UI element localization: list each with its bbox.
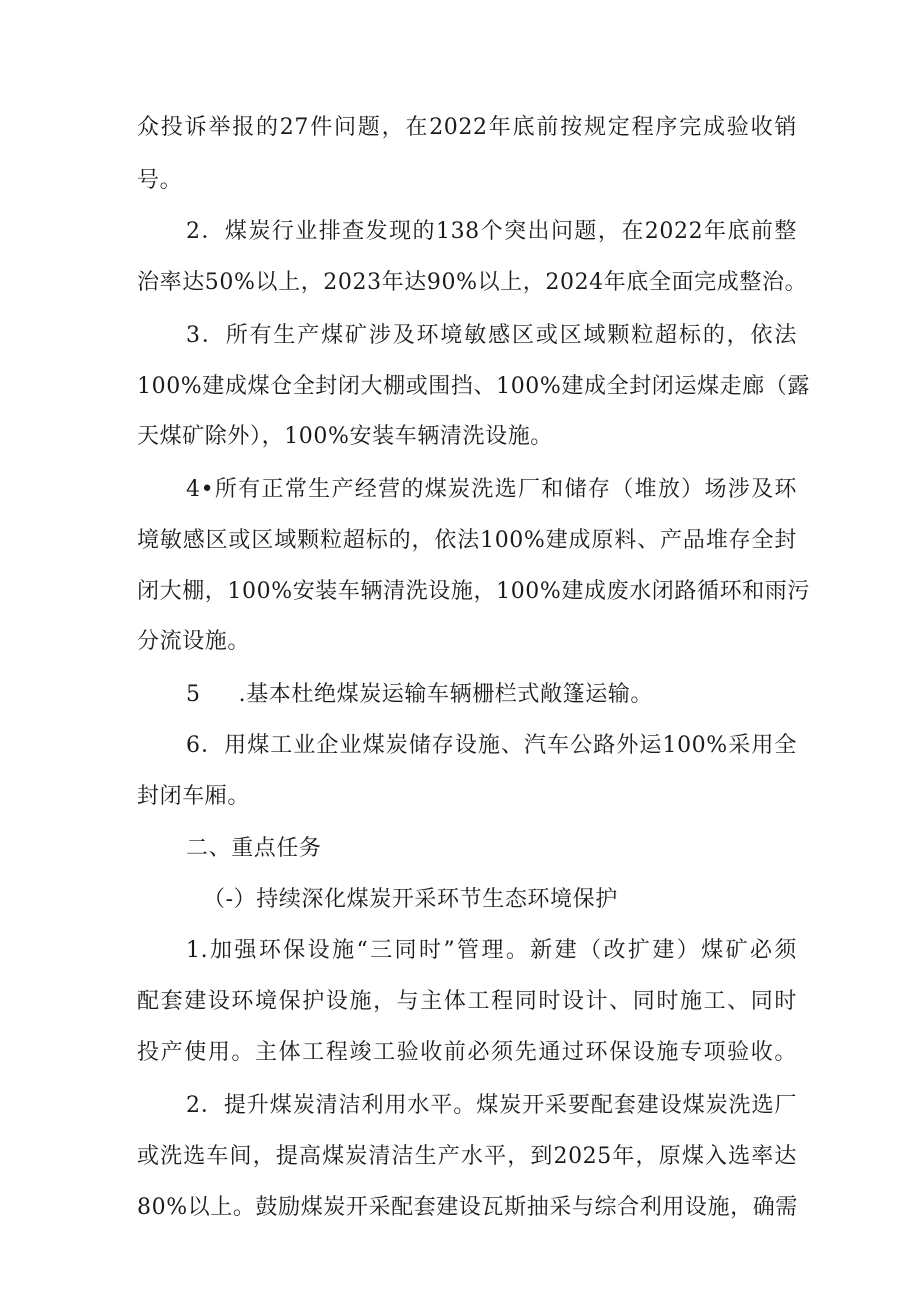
paragraph-line: 4•所有正常生产经营的煤炭洗选厂和储存（堆放）场涉及环 xyxy=(186,477,797,502)
paragraph-line: 3．所有生产煤矿涉及环境敏感区或区域颗粒超标的，依法 xyxy=(186,323,797,348)
paragraph-line: 2．煤炭行业排查发现的138个突出问题，在2022年底前整 xyxy=(186,219,797,244)
list-text: .基本杜绝煤炭运输车辆栅栏式敞篷运输。 xyxy=(238,682,654,707)
paragraph-line: 2．提升煤炭清洁利用水平。煤炭开采要配套建设煤炭洗选厂 xyxy=(186,1093,797,1118)
paragraph-line: 投产使用。主体工程竣工验收前必须先通过环保设施专项验收。 xyxy=(137,1040,797,1065)
paragraph-line: 号。 xyxy=(137,168,183,193)
paragraph-line: 众投诉举报的27件问题，在2022年底前按规定程序完成验收销 xyxy=(137,115,797,140)
list-number: 5 xyxy=(186,682,201,707)
paragraph-line: 分流设施。 xyxy=(137,629,251,654)
paragraph-line: 境敏感区或区域颗粒超标的，依法100%建成原料、产品堆存全封 xyxy=(137,528,797,553)
paragraph-line xyxy=(186,680,797,710)
paragraph-line: 天煤矿除外），100%安装车辆清洗设施。 xyxy=(137,424,553,449)
paragraph-line: 封闭车厢。 xyxy=(137,784,251,809)
subsection-heading: （-）持续深化煤炭开采环节生态环境保护 xyxy=(203,887,618,912)
section-heading: 二、重点任务 xyxy=(186,836,322,861)
paragraph-line: 1.加强环保设施“三同时”管理。新建（改扩建）煤矿必须 xyxy=(186,938,797,963)
paragraph-line: 闭大棚，100%安装车辆清洗设施，100%建成废水闭路循环和雨污 xyxy=(137,579,810,604)
paragraph-line: 80%以上。鼓励煤炭开采配套建设瓦斯抽采与综合利用设施，确需 xyxy=(137,1195,798,1220)
paragraph-line: 或洗选车间，提高煤炭清洁生产水平，到2025年，原煤入选率达 xyxy=(137,1144,797,1169)
paragraph-line: 6．用煤工业企业煤炭储存设施、汽车公路外运100%采用全 xyxy=(186,733,797,758)
paragraph-line: 配套建设环境保护设施，与主体工程同时设计、同时施工、同时 xyxy=(137,989,797,1014)
paragraph-line: 治率达50%以上，2023年达90%以上，2024年底全面完成整治。 xyxy=(137,270,808,295)
paragraph-line: 100%建成煤仓全封闭大棚或围挡、100%建成全封闭运煤走廊（露 xyxy=(137,374,810,399)
